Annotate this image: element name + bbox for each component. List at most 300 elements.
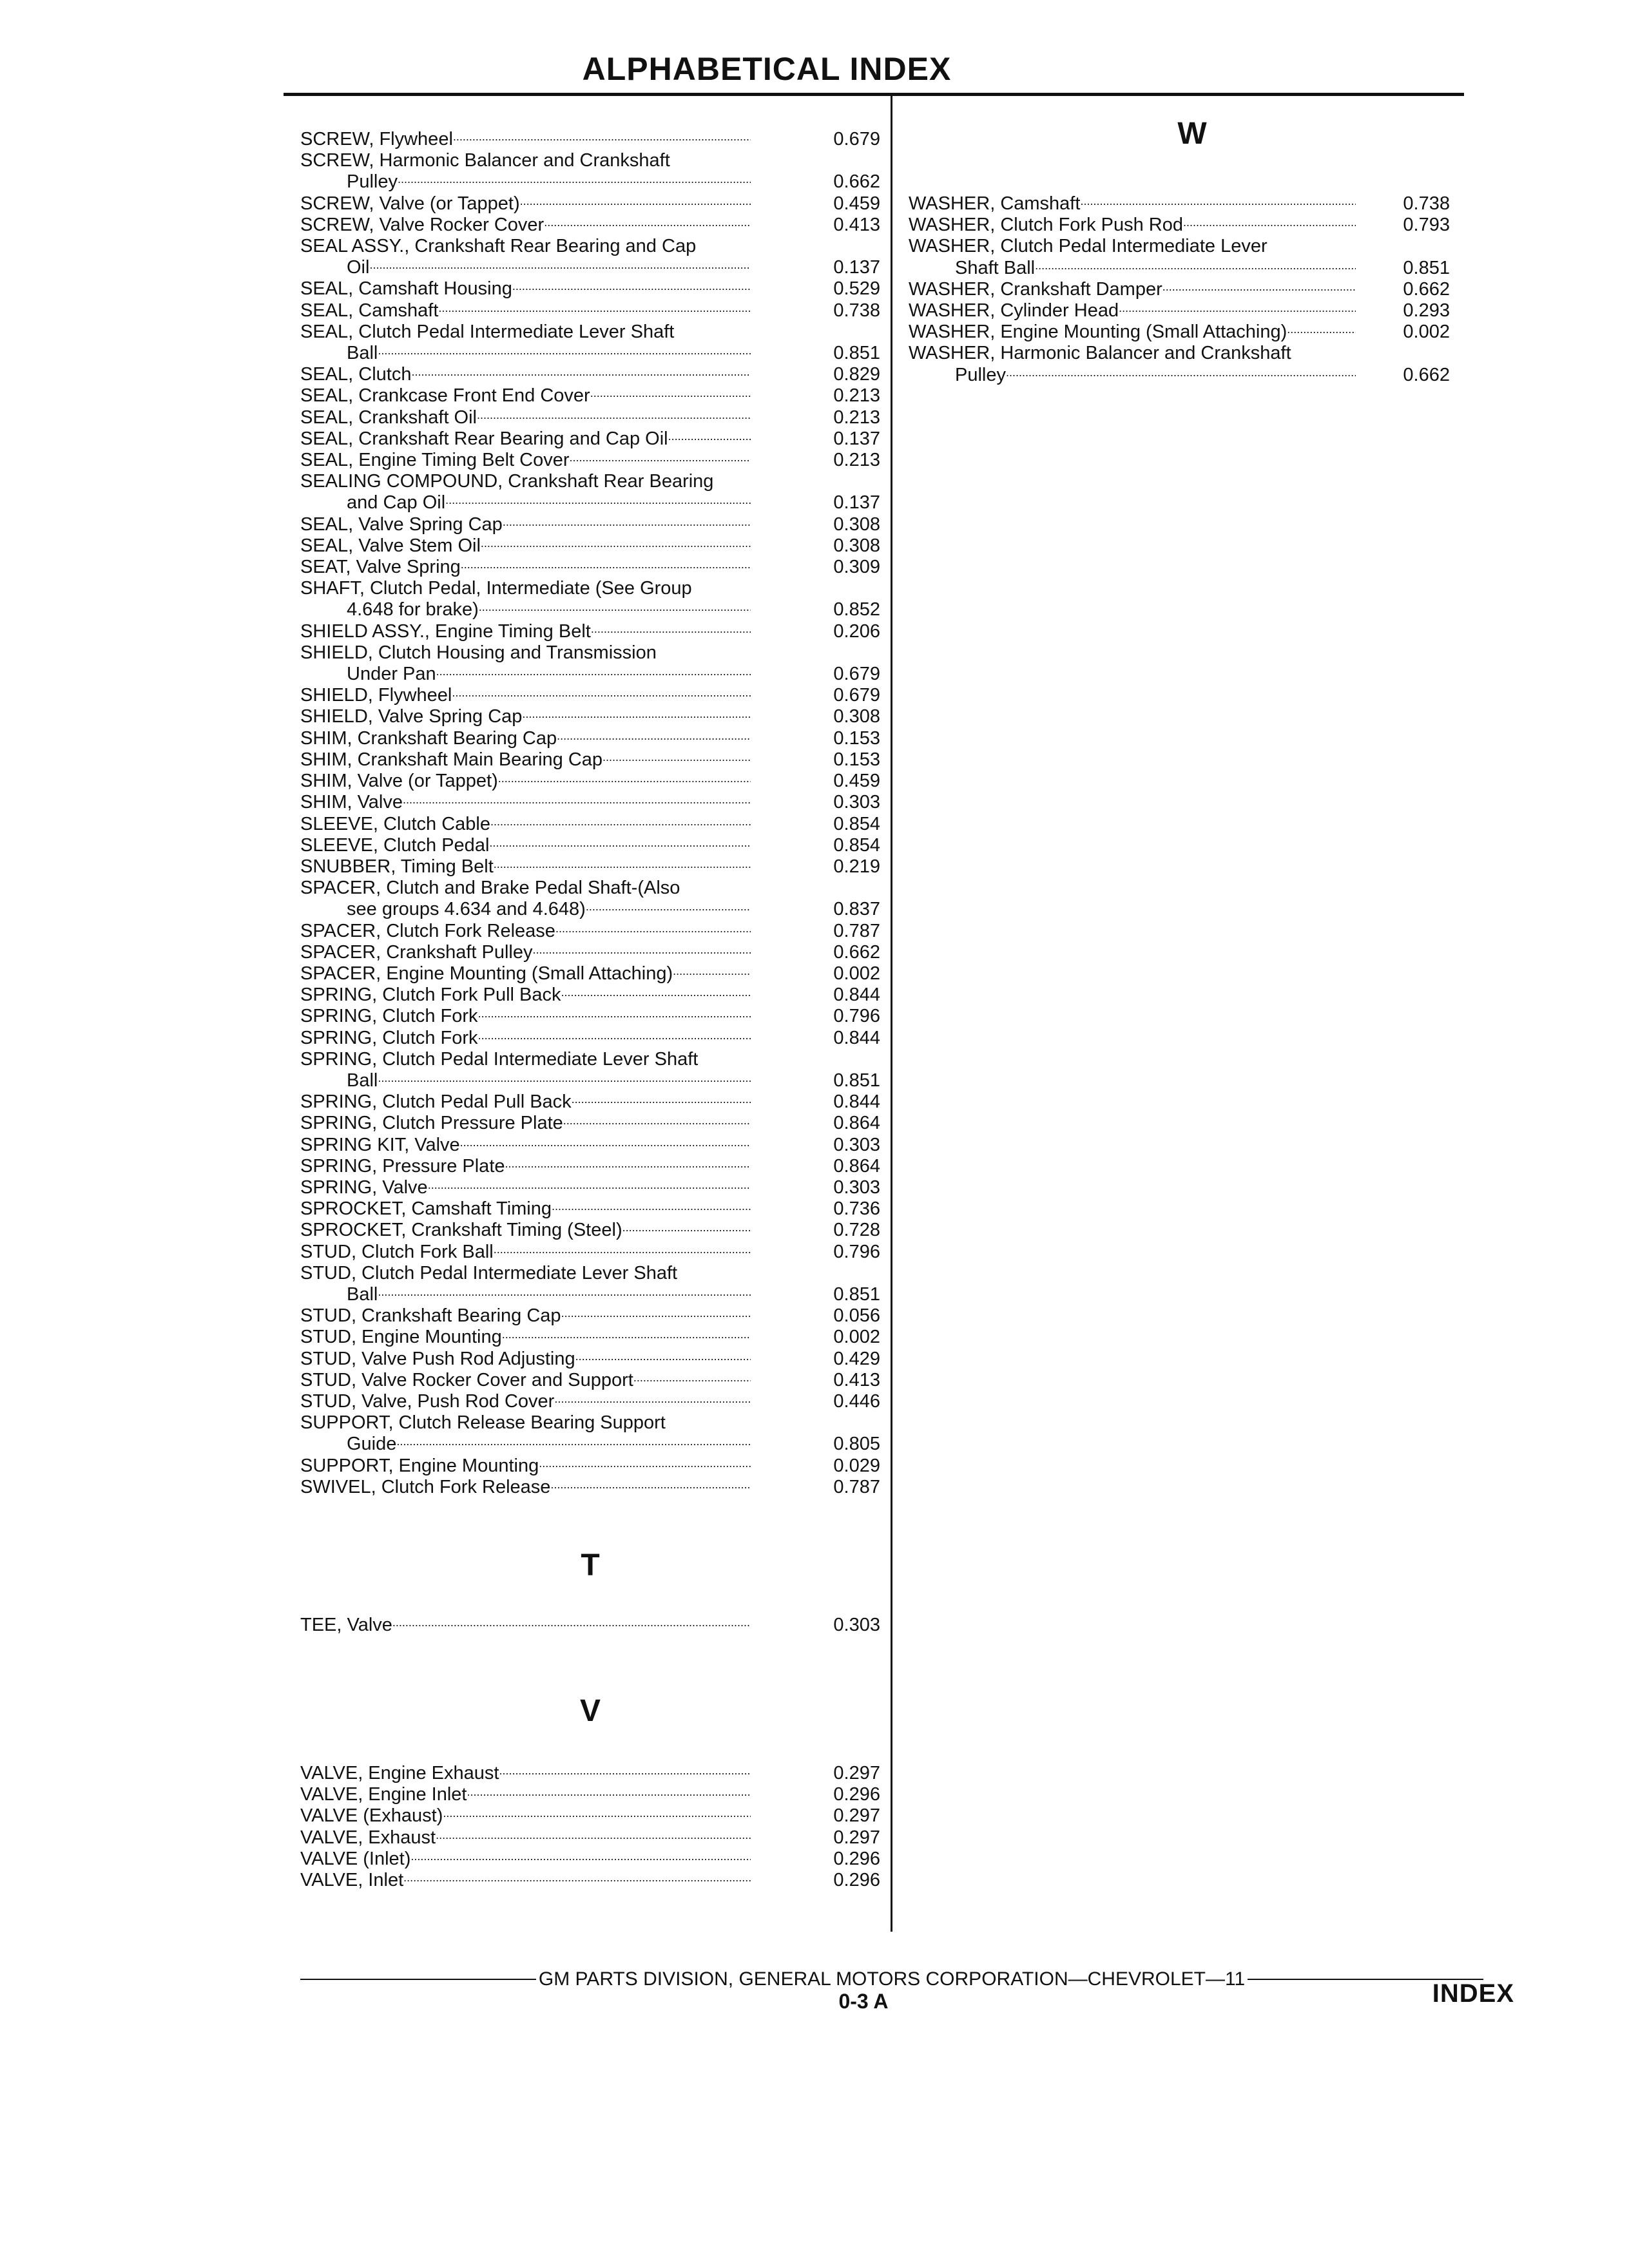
index-entry xyxy=(909,300,1450,322)
index-entry-name: SLEEVE, Clutch Pedal xyxy=(300,834,490,856)
index-entry-line xyxy=(300,1049,880,1070)
page-title: ALPHABETICAL INDEX xyxy=(582,51,952,87)
index-entry-name: SEAL, Crankcase Front End Cover xyxy=(300,385,590,407)
section-label: INDEX xyxy=(1432,1979,1514,2008)
index-entry-name: Shaft Ball xyxy=(955,257,1036,278)
leader-dots xyxy=(436,664,751,685)
group-number: 0.662 xyxy=(833,171,880,193)
index-entry-name: VALVE (Exhaust) xyxy=(300,1805,443,1827)
index-list-v xyxy=(300,1763,880,1891)
group-number: 0.309 xyxy=(833,557,880,578)
index-entry xyxy=(300,1370,880,1391)
index-entry-line xyxy=(300,428,880,450)
index-entry-continuation xyxy=(300,343,880,364)
index-entry-name: SEAL, Valve Stem Oil xyxy=(300,535,481,556)
group-number: 0.293 xyxy=(1403,300,1450,322)
index-entry xyxy=(909,236,1450,278)
index-entry xyxy=(909,193,1450,215)
leader-dots xyxy=(539,1456,751,1477)
leader-dots xyxy=(668,428,751,450)
group-number: 0.864 xyxy=(833,1155,880,1177)
index-entry-line xyxy=(300,1006,880,1027)
leader-dots xyxy=(590,385,751,407)
index-entry xyxy=(300,1049,880,1091)
index-entry-line xyxy=(300,706,880,727)
title-rule xyxy=(284,93,1464,96)
index-entry-line xyxy=(300,771,880,792)
index-entry-line xyxy=(300,1349,880,1370)
index-entry-name: VALVE, Engine Exhaust xyxy=(300,1763,499,1783)
group-number: 0.206 xyxy=(833,620,880,642)
index-entry-name: see groups 4.634 and 4.648) xyxy=(347,899,586,920)
index-entry-name: Guide xyxy=(347,1434,397,1455)
index-entry xyxy=(300,856,880,878)
index-entry xyxy=(300,215,880,236)
leader-dots xyxy=(410,1849,751,1870)
index-entry-name: Under Pan xyxy=(347,664,436,685)
index-entry xyxy=(300,428,880,450)
leader-dots xyxy=(561,985,751,1006)
index-entry-line xyxy=(300,1615,880,1636)
group-number: 0.137 xyxy=(833,428,880,449)
index-entry xyxy=(300,921,880,942)
index-entry-line xyxy=(300,621,880,642)
leader-dots xyxy=(369,257,751,278)
leader-dots xyxy=(561,1305,751,1327)
leader-dots xyxy=(453,129,751,150)
section-heading-v: V xyxy=(579,1694,601,1728)
index-entry xyxy=(300,1327,880,1348)
page-number: 0-3 A xyxy=(838,1990,889,2013)
index-entry-continuation xyxy=(300,599,880,620)
index-entry-line xyxy=(909,343,1450,364)
index-entry-line xyxy=(300,749,880,771)
leader-dots xyxy=(572,1091,751,1113)
group-number: 0.296 xyxy=(833,1870,880,1891)
group-number: 0.297 xyxy=(833,1763,880,1783)
index-entry-name: SEAL, Crankshaft Rear Bearing and Cap Oil xyxy=(300,428,668,449)
index-entry-line xyxy=(300,385,880,407)
index-entry-line xyxy=(300,514,880,535)
index-entry xyxy=(300,450,880,471)
index-entry-name: SEAL, Engine Timing Belt Cover xyxy=(300,450,570,471)
index-entry xyxy=(300,1849,880,1870)
index-entry-name: SHIELD, Valve Spring Cap xyxy=(300,706,523,727)
index-entry-line xyxy=(300,1028,880,1049)
index-entry-name: SPACER, Clutch and Brake Pedal Shaft-(Also xyxy=(300,878,680,899)
index-entry xyxy=(300,129,880,150)
index-entry-name: SPRING KIT, Valve xyxy=(300,1134,460,1155)
group-number: 0.787 xyxy=(833,920,880,941)
group-number: 0.844 xyxy=(833,985,880,1006)
leader-dots xyxy=(436,1827,751,1849)
index-entry xyxy=(909,279,1450,300)
index-entry-line xyxy=(300,1391,880,1412)
index-entry xyxy=(300,1156,880,1177)
index-entry-line xyxy=(300,300,880,322)
leader-dots xyxy=(378,343,751,364)
group-number: 0.459 xyxy=(833,193,880,214)
leader-dots xyxy=(503,514,751,535)
index-entry-line xyxy=(300,1177,880,1198)
index-entry-line xyxy=(300,535,880,557)
index-entry-name: STUD, Clutch Fork Ball xyxy=(300,1241,494,1262)
index-entry xyxy=(909,215,1450,236)
leader-dots xyxy=(602,749,751,771)
group-number: 0.736 xyxy=(833,1198,880,1220)
leader-dots xyxy=(512,278,751,300)
index-entry xyxy=(300,814,880,835)
group-number: 0.002 xyxy=(833,1327,880,1348)
leader-dots xyxy=(520,193,751,215)
index-entry-name: SEALING COMPOUND, Crankshaft Rear Bearing xyxy=(300,471,714,492)
group-number: 0.296 xyxy=(833,1784,880,1805)
index-entry-name: VALVE, Inlet xyxy=(300,1870,404,1891)
index-entry-continuation xyxy=(300,899,880,920)
index-entry xyxy=(300,1177,880,1198)
leader-dots xyxy=(445,492,751,514)
group-number: 0.679 xyxy=(833,685,880,706)
index-entry-name: Pulley xyxy=(955,364,1006,385)
index-entry xyxy=(300,685,880,706)
leader-dots xyxy=(555,921,751,942)
index-entry-name: VALVE, Exhaust xyxy=(300,1827,436,1848)
index-entry xyxy=(300,578,880,620)
index-entry-name: Ball xyxy=(347,343,378,364)
leader-dots xyxy=(673,963,751,985)
index-entry-name: SHIM, Valve (or Tappet) xyxy=(300,771,498,792)
leader-dots xyxy=(467,1784,751,1805)
index-entry xyxy=(300,407,880,428)
index-entry-line xyxy=(300,1327,880,1348)
leader-dots xyxy=(479,599,751,620)
leader-dots xyxy=(1035,258,1356,279)
index-entry-line xyxy=(300,835,880,856)
index-entry-line xyxy=(300,642,880,664)
index-entry xyxy=(300,642,880,685)
leader-dots xyxy=(461,557,751,578)
leader-dots xyxy=(411,364,751,385)
leader-dots xyxy=(398,171,751,193)
index-list-w xyxy=(909,193,1450,386)
index-entry-line xyxy=(300,1784,880,1805)
group-number: 0.213 xyxy=(833,385,880,407)
leader-dots xyxy=(478,1006,751,1027)
index-entry xyxy=(300,1091,880,1113)
index-entry-name: SPRING, Clutch Pedal Pull Back xyxy=(300,1091,572,1113)
index-entry-name: SPRING, Clutch Fork xyxy=(300,1006,478,1027)
group-number: 0.852 xyxy=(833,599,880,620)
index-entry-line xyxy=(300,921,880,942)
group-number: 0.728 xyxy=(833,1220,880,1241)
column-divider xyxy=(891,95,892,1932)
index-entry-name: Ball xyxy=(347,1283,378,1305)
group-number: 0.446 xyxy=(833,1390,880,1412)
index-entry xyxy=(300,878,880,920)
index-entry xyxy=(300,706,880,727)
index-entry-continuation xyxy=(300,492,880,514)
index-entry-line xyxy=(300,1091,880,1113)
index-entry-line xyxy=(300,1242,880,1263)
index-entry xyxy=(300,471,880,514)
group-number: 0.297 xyxy=(833,1805,880,1827)
group-number: 0.137 xyxy=(833,257,880,278)
index-entry xyxy=(300,535,880,557)
index-entry-name: STUD, Valve Push Rod Adjusting xyxy=(300,1348,575,1369)
index-entry-name: SHAFT, Clutch Pedal, Intermediate (See Group xyxy=(300,578,692,599)
leader-dots xyxy=(403,792,751,813)
index-entry-line xyxy=(300,129,880,150)
index-entry-line xyxy=(300,963,880,985)
group-number: 0.137 xyxy=(833,492,880,514)
group-number: 0.662 xyxy=(833,941,880,963)
index-entry-name: SPACER, Engine Mounting (Small Attaching) xyxy=(300,963,673,984)
index-entry xyxy=(300,1006,880,1027)
index-entry-name: SLEEVE, Clutch Cable xyxy=(300,813,490,834)
leader-dots xyxy=(1287,322,1356,343)
group-number: 0.854 xyxy=(833,834,880,856)
index-entry-name: SPRING, Pressure Plate xyxy=(300,1155,505,1177)
index-entry-line xyxy=(300,942,880,963)
index-entry-line xyxy=(300,685,880,706)
leader-dots xyxy=(591,621,751,642)
leader-dots xyxy=(494,856,751,878)
leader-dots xyxy=(438,300,751,322)
leader-dots xyxy=(633,1370,751,1391)
group-number: 0.679 xyxy=(833,664,880,685)
group-number: 0.851 xyxy=(1403,257,1450,278)
group-number: 0.303 xyxy=(833,1615,880,1635)
index-entry-name: STUD, Clutch Pedal Intermediate Lever Shaft xyxy=(300,1262,678,1283)
index-entry-line xyxy=(300,1198,880,1220)
index-entry-line xyxy=(300,728,880,749)
index-entry-name: TEE, Valve xyxy=(300,1615,392,1635)
index-entry-line xyxy=(300,1849,880,1870)
index-entry-name: SEAL ASSY., Crankshaft Rear Bearing and Cap xyxy=(300,236,697,257)
index-entry-line xyxy=(909,236,1450,257)
leader-dots xyxy=(563,1113,751,1134)
leader-dots xyxy=(498,771,751,792)
group-number: 0.679 xyxy=(833,129,880,149)
index-entry-name: WASHER, Harmonic Balancer and Crankshaft xyxy=(909,343,1291,364)
index-entry xyxy=(300,385,880,407)
index-entry-name: VALVE (Inlet) xyxy=(300,1848,411,1869)
index-entry xyxy=(300,1263,880,1305)
leader-dots xyxy=(460,1135,751,1156)
index-entry-line xyxy=(300,1870,880,1891)
group-number: 0.429 xyxy=(833,1348,880,1369)
group-number: 0.787 xyxy=(833,1476,880,1497)
index-entry xyxy=(300,985,880,1006)
index-entry xyxy=(300,557,880,578)
index-list-s xyxy=(300,129,880,1498)
index-entry-line xyxy=(300,1370,880,1391)
index-entry-name: WASHER, Clutch Fork Push Rod xyxy=(909,215,1183,236)
leader-dots xyxy=(452,685,751,706)
index-entry-continuation xyxy=(300,1070,880,1091)
index-entry-name: SCREW, Flywheel xyxy=(300,129,453,149)
index-entry-line xyxy=(909,322,1450,343)
group-number: 0.153 xyxy=(833,749,880,770)
group-number: 0.837 xyxy=(833,899,880,920)
index-entry xyxy=(300,1827,880,1849)
group-number: 0.413 xyxy=(833,214,880,235)
index-entry-line xyxy=(300,407,880,428)
index-entry-line xyxy=(300,1456,880,1477)
index-entry-line xyxy=(909,193,1450,215)
index-entry-name: SPACER, Clutch Fork Release xyxy=(300,920,555,941)
index-entry xyxy=(300,771,880,792)
index-entry-name: SNUBBER, Timing Belt xyxy=(300,856,494,877)
index-entry xyxy=(300,150,880,193)
index-entry-name: VALVE, Engine Inlet xyxy=(300,1784,467,1805)
group-number: 0.153 xyxy=(833,727,880,749)
index-entry-line xyxy=(300,364,880,385)
group-number: 0.805 xyxy=(833,1434,880,1455)
index-entry-continuation xyxy=(909,365,1450,386)
index-entry-name: SHIELD, Flywheel xyxy=(300,685,452,706)
index-entry-line xyxy=(300,1305,880,1327)
group-number: 0.851 xyxy=(833,343,880,364)
index-entry-continuation xyxy=(300,257,880,278)
index-entry-line xyxy=(300,1827,880,1849)
leader-dots xyxy=(505,1156,751,1177)
index-entry xyxy=(300,1805,880,1827)
index-entry-name: SPRING, Clutch Pressure Plate xyxy=(300,1113,563,1134)
index-entry xyxy=(909,322,1450,343)
index-entry-line xyxy=(300,1113,880,1134)
index-entry xyxy=(300,1391,880,1412)
index-entry-line xyxy=(300,1263,880,1284)
index-entry xyxy=(300,1305,880,1327)
index-entry xyxy=(300,278,880,300)
index-list-t xyxy=(300,1615,880,1636)
group-number: 0.851 xyxy=(833,1070,880,1091)
leader-dots xyxy=(378,1284,751,1305)
index-entry-line xyxy=(300,322,880,343)
index-entry xyxy=(300,1477,880,1498)
index-entry xyxy=(300,1763,880,1784)
index-entry xyxy=(300,514,880,535)
index-entry-name: SEAL, Clutch xyxy=(300,364,412,385)
group-number: 0.459 xyxy=(833,771,880,792)
group-number: 0.296 xyxy=(833,1848,880,1869)
leader-dots xyxy=(1119,300,1356,322)
group-number: 0.308 xyxy=(833,535,880,556)
index-entry-name: SHIELD ASSY., Engine Timing Belt xyxy=(300,620,591,642)
index-entry xyxy=(300,621,880,642)
leader-dots xyxy=(499,1763,751,1784)
leader-dots xyxy=(494,1242,751,1263)
index-entry-name: 4.648 for brake) xyxy=(347,599,479,620)
index-entry xyxy=(300,942,880,963)
section-heading-t: T xyxy=(581,1548,600,1582)
group-number: 0.297 xyxy=(833,1827,880,1848)
leader-dots xyxy=(403,1870,751,1891)
leader-dots xyxy=(489,835,751,856)
index-entry-line xyxy=(909,279,1450,300)
index-entry-name: SPRING, Clutch Fork xyxy=(300,1027,478,1048)
footer-text: GM PARTS DIVISION, GENERAL MOTORS CORPORATION—CHEVROLET—11 xyxy=(538,1968,1246,1990)
index-entry-line xyxy=(909,215,1450,236)
index-entry-line xyxy=(300,1135,880,1156)
index-entry xyxy=(300,1349,880,1370)
index-entry-name: SUPPORT, Clutch Release Bearing Support xyxy=(300,1412,666,1434)
index-entry-name: STUD, Crankshaft Bearing Cap xyxy=(300,1305,561,1327)
index-entry-line xyxy=(300,215,880,236)
index-entry-name: Ball xyxy=(347,1070,378,1091)
index-entry-name: SUPPORT, Engine Mounting xyxy=(300,1455,539,1476)
group-number: 0.413 xyxy=(833,1369,880,1390)
index-entry-continuation xyxy=(300,664,880,685)
group-number: 0.056 xyxy=(833,1305,880,1327)
leader-dots xyxy=(396,1434,751,1455)
index-entry-name: SPRING, Valve xyxy=(300,1177,428,1198)
index-entry-line xyxy=(300,578,880,599)
index-entry-name: SHIM, Valve xyxy=(300,792,403,813)
group-number: 0.851 xyxy=(833,1283,880,1305)
leader-dots xyxy=(490,814,751,835)
index-entry-continuation xyxy=(300,1284,880,1305)
leader-dots xyxy=(557,728,751,749)
index-entry xyxy=(300,364,880,385)
index-entry-name: SHIM, Crankshaft Main Bearing Cap xyxy=(300,749,603,770)
leader-dots xyxy=(478,1028,751,1049)
index-entry-continuation xyxy=(300,171,880,193)
index-entry-name: Pulley xyxy=(347,171,398,193)
index-entry xyxy=(300,728,880,749)
leader-dots xyxy=(477,407,751,428)
group-number: 0.844 xyxy=(833,1091,880,1113)
leader-dots xyxy=(481,535,751,557)
index-entry xyxy=(300,1113,880,1134)
index-entry-line xyxy=(300,150,880,171)
index-entry-line xyxy=(909,300,1450,322)
group-number: 0.738 xyxy=(833,300,880,321)
leader-dots xyxy=(522,706,751,727)
index-entry-name: WASHER, Engine Mounting (Small Attaching) xyxy=(909,322,1287,343)
index-entry-name: SPRING, Clutch Pedal Intermediate Lever Shaft xyxy=(300,1048,699,1070)
leader-dots xyxy=(575,1349,751,1370)
leader-dots xyxy=(1162,279,1356,300)
index-entry-name: SEAL, Clutch Pedal Intermediate Lever Shaft xyxy=(300,321,675,342)
group-number: 0.793 xyxy=(1403,215,1450,236)
index-entry-name: SEAL, Valve Spring Cap xyxy=(300,514,503,535)
group-number: 0.303 xyxy=(833,1177,880,1198)
group-number: 0.002 xyxy=(1403,322,1450,343)
index-entry xyxy=(300,792,880,813)
group-number: 0.864 xyxy=(833,1113,880,1134)
index-entry xyxy=(300,963,880,985)
leader-dots xyxy=(378,1070,751,1091)
index-entry-name: SWIVEL, Clutch Fork Release xyxy=(300,1476,551,1497)
index-entry-name: WASHER, Clutch Pedal Intermediate Lever xyxy=(909,236,1268,257)
index-entry-line xyxy=(300,1156,880,1177)
index-entry-continuation xyxy=(909,258,1450,279)
group-number: 0.303 xyxy=(833,792,880,813)
index-entry-line xyxy=(300,985,880,1006)
index-entry-name: SCREW, Valve (or Tappet) xyxy=(300,193,520,214)
index-entry-line xyxy=(300,1477,880,1498)
leader-dots xyxy=(544,215,751,236)
index-entry xyxy=(300,300,880,322)
index-entry-line xyxy=(300,878,880,899)
footer-rule-left xyxy=(300,1979,536,1980)
leader-dots xyxy=(550,1477,751,1498)
index-entry-name: WASHER, Cylinder Head xyxy=(909,300,1119,322)
index-entry-name: SHIELD, Clutch Housing and Transmission xyxy=(300,642,657,663)
leader-dots xyxy=(1080,193,1356,215)
